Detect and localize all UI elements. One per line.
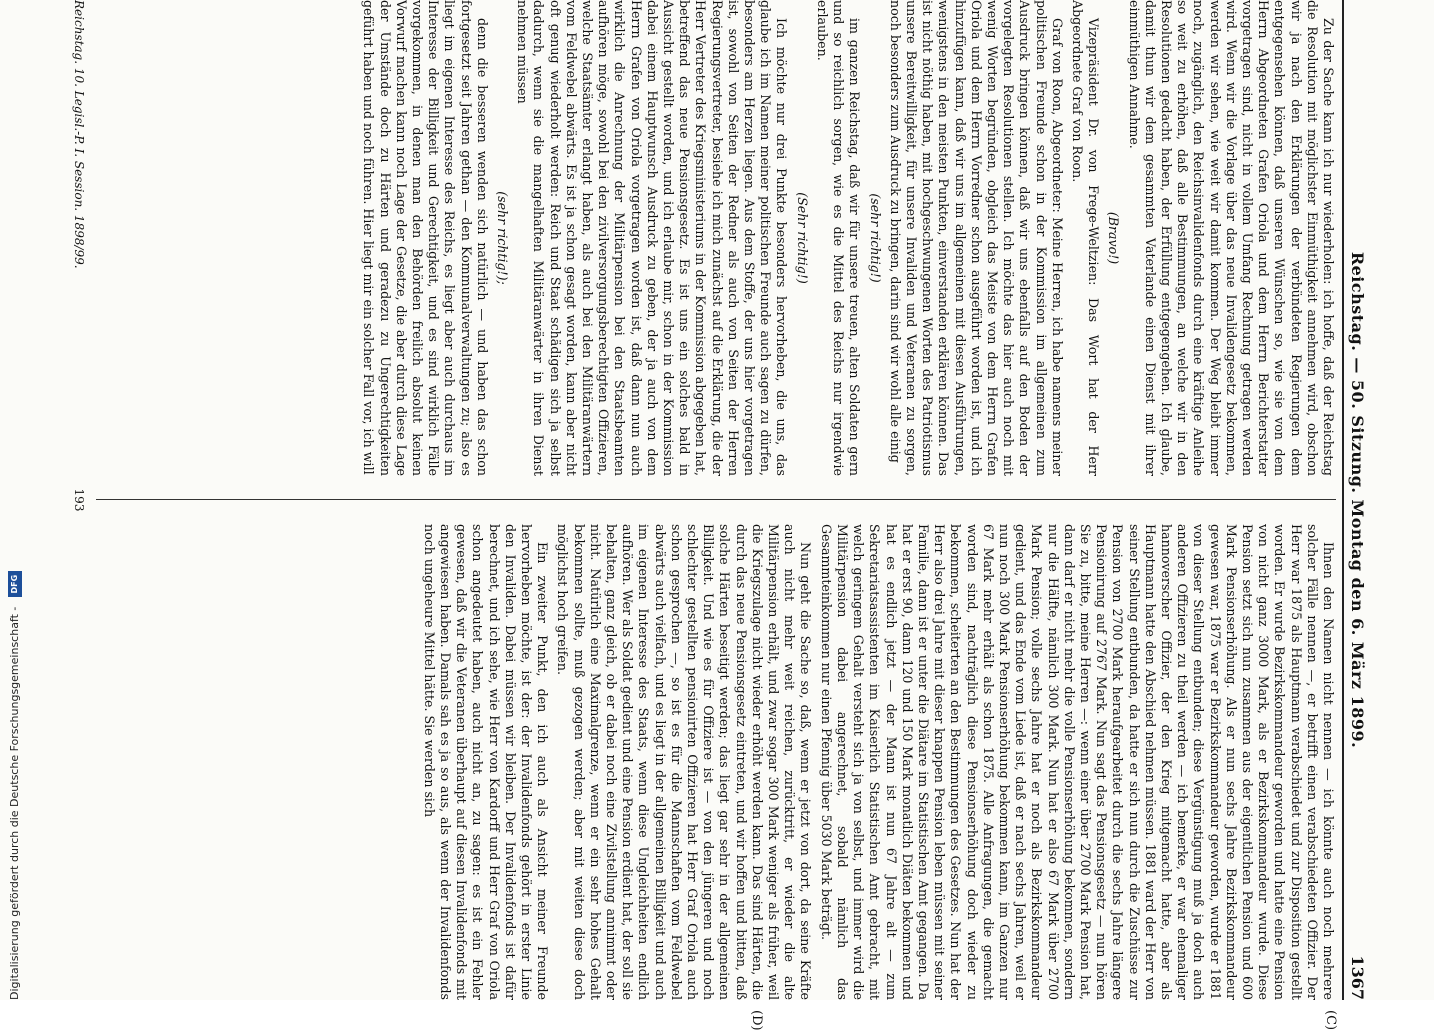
paragraph: Ich möchte nur drei Punkte besonders hervorheben, die uns, das glaube ich im Namen meiner politischen Freunde auch sagen zu dürfen, besonders am Herzen liegen. Aus dem Stoffe, der uns hier vorgetragen ist, sowohl von Seiten der Redner als auch von Seiten der Herren Regierungsvertreter, besiehe ich mich zunächst auf die Erklärung, die der Herr Vertreter des Kriegsministeriums in der Kommission abgegeben hat, betreffend das neue Pensionsgesetz. Es ist uns ein solches bald in Aussicht gestellt worden, und ich erlaube mir, schon in der Kommission dabei einem Hauptwunsch Ausdruck zu geben, der ja auch von dem Herrn Grafen von Oriola vorgetragen worden ist, daß dann nun auch wirklich die Anrechnung der Militärpension bei den Staatsbeamten aufhören möge, sowohl bei den zivilversorgungsberechtigten Offizieren, welche Staatsämter erlangt haben, als auch bei den Militäranwärtern vom Feldwebel abwärts. Es ist ja schon gesagt worden, kann aber nicht oft genug wiederholt werden: Reich und Staat schädigen sich ja selbst dadurch, wenn sie die mangelhaften Militäranwärter in ihren Dienst nehmen müssen	[515, 0, 790, 476]
margin-marker-d: (D)	[749, 1010, 764, 1031]
paragraph: Vizepräsident Dr. von Frege-Weltzien: Das Wort hat der Herr Abgeordnete Graf von Roon.	[1069, 0, 1102, 476]
digitization-strip	[4, 0, 26, 1000]
paragraph: Ein zweiter Punkt, den ich auch als Ansicht meiner Freunde hervorheben möchte, ist der: der Invalidenfonds gehört in erster Linie den Invaliden. Dabei müssen wir bleiben. Der Invalidenfonds ist dafür berechnet, und ich sehe, wie Herr von Kardorff und Herr Graf von Oriola schon angedeutet haben, auch nicht an, zu sagen: es ist ein Fehler gewesen, daß wir die Veteranen überhaupt auf diesen Invalidenfonds mit angewiesen haben. Damals sah es ja so aus, als wenn der Invalidenfonds noch ungeheure Mittel hätte. Sie werden sich	[421, 524, 551, 1000]
paragraph: Zu der Sache kann ich nur wiederholen: ich hoffe, daß der Reichstag die Resolution mit möglichster Einmüthigkeit annehmen wird, obschon wir ja nach den Erklärungen der verbündeten Regierungen dem entgegensehen können, daß unseren Wünschen so, wie sie von dem Herrn Abgeordneten Grafen Oriola und dem Herrn Berichterstatter vorgetragen sind, nicht in vollem Umfang Rechnung getragen werden wird. Wenn wir die Vorlage über das neue Invalidengesetz bekommen, werden wir sehen, wie weit wir damit kommen. Der Weg bleibt immer noch, zugänglich, den Reichsinvalidenfonds durch eine kräftige Anleihe so weit zu erhöhen, daß alle Bestimmungen, an welche wir in den Resolutionen gedacht haben, der Erfüllung entgegengehen. Ich glaube, damit thun wir dem gesammten Vaterlande einen Dienst mit ihrer einmüthigen Annahme.	[1126, 0, 1336, 476]
page-title: Reichstag. — 50. Sitzung. Montag den 6. März 1899.	[1348, 251, 1367, 749]
rotated-sheet	[44, 0, 1384, 1031]
paragraph: im ganzen Reichstag, daß wir für unsere treuen, alten Soldaten gern und so reichlich sorgen, wie es die Mittel des Reichs nur irgendwie erlauben.	[814, 0, 863, 476]
left-column	[96, 0, 1336, 476]
page-number: 1367	[1348, 955, 1367, 1000]
paragraph: denn die besseren wenden sich natürlich — und haben das schon fortgesetzt seit Jahren gethan — den Kommunalverwaltungen zu; also es liegt im eigenen Interesse des Reichs, es liegt aber auch durchaus im Interesse der Billigkeit und Gerechtigkeit, und es sind wirklich Fälle vorgekommen, in denen man den Behörden freilich absolut keinen Vorwurf machen kann noch Lage der Gesetze, die aber durch diese Lage der Umstände doch zu Härten und geradezu zu Ungerechtigkeiten geführt haben und noch führen. Hier liegt mir ein solcher Fall vor, ich will	[361, 0, 490, 476]
right-column	[96, 524, 1336, 1000]
digitization-credit-text: Digitalisierung gefördert durch die Deutsche Forschungsgemeinschaft -	[8, 606, 21, 1000]
margin-marker-c: (C)	[1323, 1010, 1338, 1031]
paragraph: Ihnen den Namen nicht nennen — ich könnte auch noch mehrere solcher Fälle nennen —, er betrifft einen verabschiedeten Offizier. Der Herr war 1875 als Hauptmann verabschiedet und zur Disposition gestellt worden. Er wurde Bezirkskommandeur geworden und hatte eine Pension von nicht ganz 3000 Mark, als er Bezirkskommandeur wurde. Diese Pension setzt sich nun zusammen aus der eigentlichen Pension und 600 Mark Pensionserhöhung. Als er nun sechs Jahre Bezirkskommandeur gewesen war, 1875 war er Bezirkskommandeur geworden, wurde er 1881 von dieser Stellung entbunden; diese Vergünstigung muß ja doch auch anderen Offizieren zu theil werden — ich bemerke, er war ehemaliger hannoverscher Offizier, der den Krieg mitgemacht hatte, aber als Hauptmann hatte den Abschied nehmen müssen. 1881 ward der Herr von seiner Stellung entbunden, da hatte er sich nun durch die Zuschüsse zur Pension von 2700 Mark heraufgearbeitet durch die sechs Jahre längere Pensionirung auf 2767 Mark. Nun sagt das Pensionsgesetz — nun hören Sie zu, bitte, meine Herren —: wenn einer über 2700 Mark Pension hat, dann darf er nicht mehr die volle Pensionserhöhung bekommen, sondern nur die Hälfte, nämlich 300 Mark. Nun hat er also 67 Mark über 2700 Mark Pension; volle sechs Jahre hat er noch als Bezirkskommandeur gedient, und das Ende vom Liede ist, daß er nach sechs Jahren, weil er nun noch 300 Mark Pensionserhöhung bekommen kann, im Ganzen nur 67 Mark mehr erhält als schon 1875. Alle Anfragungen, die gemacht worden sind, nachträglich diese Pensionserhöhung doch wieder zu bekommen, scheiterten an den Bestimmungen des Gesetzes. Nun hat der Herr also drei Jahre mit dieser knappen Pension leben müssen mit seiner Familie, dann ist er unter die Diätare im Statistischen Amt gegangen. Da hat er erst 90, dann 120 und 150 Mark monatlich Diäten bekommen und hat es endlich jetzt — der Mann ist nun 67 Jahre alt — zum Sekretariatsassistenten im Kaiserlich Statistischen Amt gebracht, mit welch geringem Gehalt versteht sich ja von selbst, und immer wird die Militärpension dabei angerechnet, sobald nämlich das Gesammteinkommen nur einen Pfennig über 5030 Mark beträgt.	[818, 524, 1336, 1000]
column-divider	[96, 499, 1336, 500]
interjection: (sehr richtig!)	[867, 193, 883, 283]
dfg-logo-icon: DFG	[8, 571, 22, 597]
header-rule	[1342, 0, 1344, 1000]
paragraph: Nun geht die Sache so, daß, wenn er jetzt von dort, da seine Kräfte auch nicht mehr weit reichen, zurücktritt, er wieder die alte Militärpension erhält, und zwar sogar 300 Mark weniger als früher, weil die Kriegszulage nicht wieder erhöht werden kann. Das sind Härten, die durch das neue Pensionsgesetz eintreten, und wir hoffen und bitten, daß solche Härten beseitigt werden; das liegt gar sehr in der allgemeinen Billigkeit. Und wie es für Offiziere ist — von den jüngeren und noch schlechter gestellten pensionirten Offizieren hat Herr Graf Oriola auch schon gesprochen —, so ist es für die Mannschaften vom Feldwebel abwärts auch vielfach, und es liegt in der allgemeinen Billigkeit und auch im eigenen Interesse des Staats, wenn diese Ungleichheiten endlich aufhören. Wer als Soldat gedient und eine Pension erdient hat, der soll sie behalten, ganz gleich, ob er dabei noch eine Zivilstellung annimmt oder nicht. Natürlich eine Maximalgrenze, wenn er ein sehr hohes Gehalt bekommen sollte, muß gezogen werden; aber mit weiten diese doch möglichst hoch greifen.	[555, 524, 814, 1000]
paragraph: Graf von Roon, Abgeordneter: Meine Herren, ich habe namens meiner politischen Freunde schon in der Kommission im allgemeinen zum Ausdruck bringen können, daß wir uns ebenfalls auf den Boden der vorgelegten Resolutionen stellen. Ich möchte das hier auch noch mit wenig Worten begründen, obgleich das Meiste von dem Herrn Grafen Oriola und dem Herrn Vorredner schon ausgeführt worden ist, und ich hinzufügen kann, daß wir uns im allgemeinen mit diesen Ausführungen, wenigstens in den meisten Punkten, einverstanden erklären können. Das ist nicht nöthig haben, mit hochgeschwungenen Worten des Patriotismus unsere Bereitwilligkeit, für unsere Invaliden und Veteranen zu sorgen, noch besonders zum Ausdruck zu bringen, darin sind wir wohl alle einig	[887, 0, 1065, 476]
footer-session-info: Reichstag. 10. Legisl.-P. I. Session. 1898/99.	[72, 0, 86, 269]
page-header	[1348, 0, 1384, 1000]
interjection: (sehr richtig!);	[495, 191, 511, 285]
footer-page-number: 193	[72, 488, 86, 512]
interjection: (Bravo!)	[1106, 211, 1122, 265]
digitization-credit	[4, 0, 26, 1000]
interjection: (Sehr richtig!)	[794, 192, 810, 284]
